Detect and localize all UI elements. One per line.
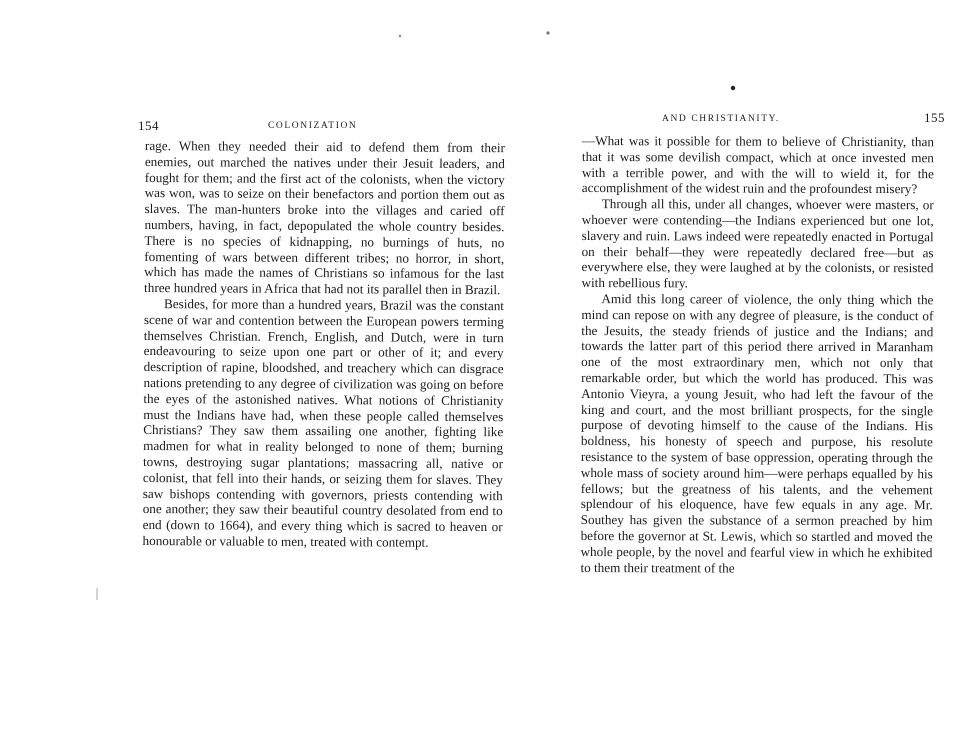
paragraph: Through all this, under all changes, whoever were masters, or whoever were contending—the Indians experienced but one lot, slavery and ruin. Laws indeed were repeatedly enacted in Portugal on their behalf—they were repeatedly declared free—but as everywhere else, they were laughed at by the colonists, or resisted with rebellious fury.	[581, 196, 934, 291]
right-page	[490, 0, 980, 740]
running-head: COLONIZATION	[268, 121, 358, 131]
running-head: AND CHRISTIANITY.	[662, 114, 780, 124]
paragraph: Besides, for more than a hundred years, Brazil was the constant scene of war and contention between the European powers terming themselves Christian. French, English, and Dutch, were in turn endeavouring to seize upon one part or other of it; and every description of rapine, bloodshed, and treachery which can disgrace nations pretending to any degree of civilization was going on before the eyes of the astonished natives. What notions of Christianity must the Indians have had, when these people called themselves Christians? They saw them assailing one another, fighting like madmen for what in reality belonged to none of them; burning towns, destroying sugar plantations; massacring all, native or colonist, that fell into their hands, or seizing them for slaves. They saw bishops contending with governors, priests contending with one another; they saw their beautiful country desolated from end to end (down to 1664), and every thing which is sacred to heaven or honourable or valuable to men, treated with contempt.	[142, 296, 505, 550]
page-number: 155	[924, 110, 945, 125]
page-number: 154	[138, 118, 159, 133]
body-text	[580, 133, 934, 577]
paragraph: —What was it possible for them to believe of Christianity, than that it was some devilish compact, which at once invested men with a terrible power, and with the will to wield it, for the accomplishment of the widest ruin and the profoundest misery?	[581, 133, 934, 197]
body-text	[142, 138, 505, 551]
paragraph: Amid this long career of violence, the only thing which the mind can repose on with any degree of pleasure, is the conduct of the Jesuits, the steady friends of justice and the Indians; and towards the latter part of this period there arrived in Maranham one of the most extraordinary men, which not only that remarkable order, but which the world has produced. This was Antonio Vieyra, a young Jesuit, who had left the favour of the king and court, and the most brilliant prospects, for the single purpose of devoting himself to the cause of the Indians. His boldness, his honesty of speech and purpose, his resolute resistance to the system of base oppression, operating through the whole mass of society around him—were perhaps equalled by his fellows; but the greatness of his talents, and the vehement splendour of his eloquence, have few equals in any age. Mr. Southey has given the substance of a sermon preached by him before the governor at St. Lewis, which so startled and moved the whole people, by the novel and fearful view in which he exhibited to them their treatment of the	[580, 291, 934, 576]
paragraph: rage. When they needed their aid to defend them from their enemies, out marched the natives under their Jesuit leaders, and fought for them; and the first act of the colonists, when the victory was won, was to seize on their benefactors and portion them out as slaves. The man-hunters broke into the villages and caried off numbers, having, in fact, depopulated the whole country besides. There is no species of kidnapping, no burnings of huts, no fomenting of wars between different tribes; no horror, in short, which has made the names of Christians so infamous for the last three hundred years in Africa that had not its parallel then in Brazil.	[144, 138, 505, 298]
